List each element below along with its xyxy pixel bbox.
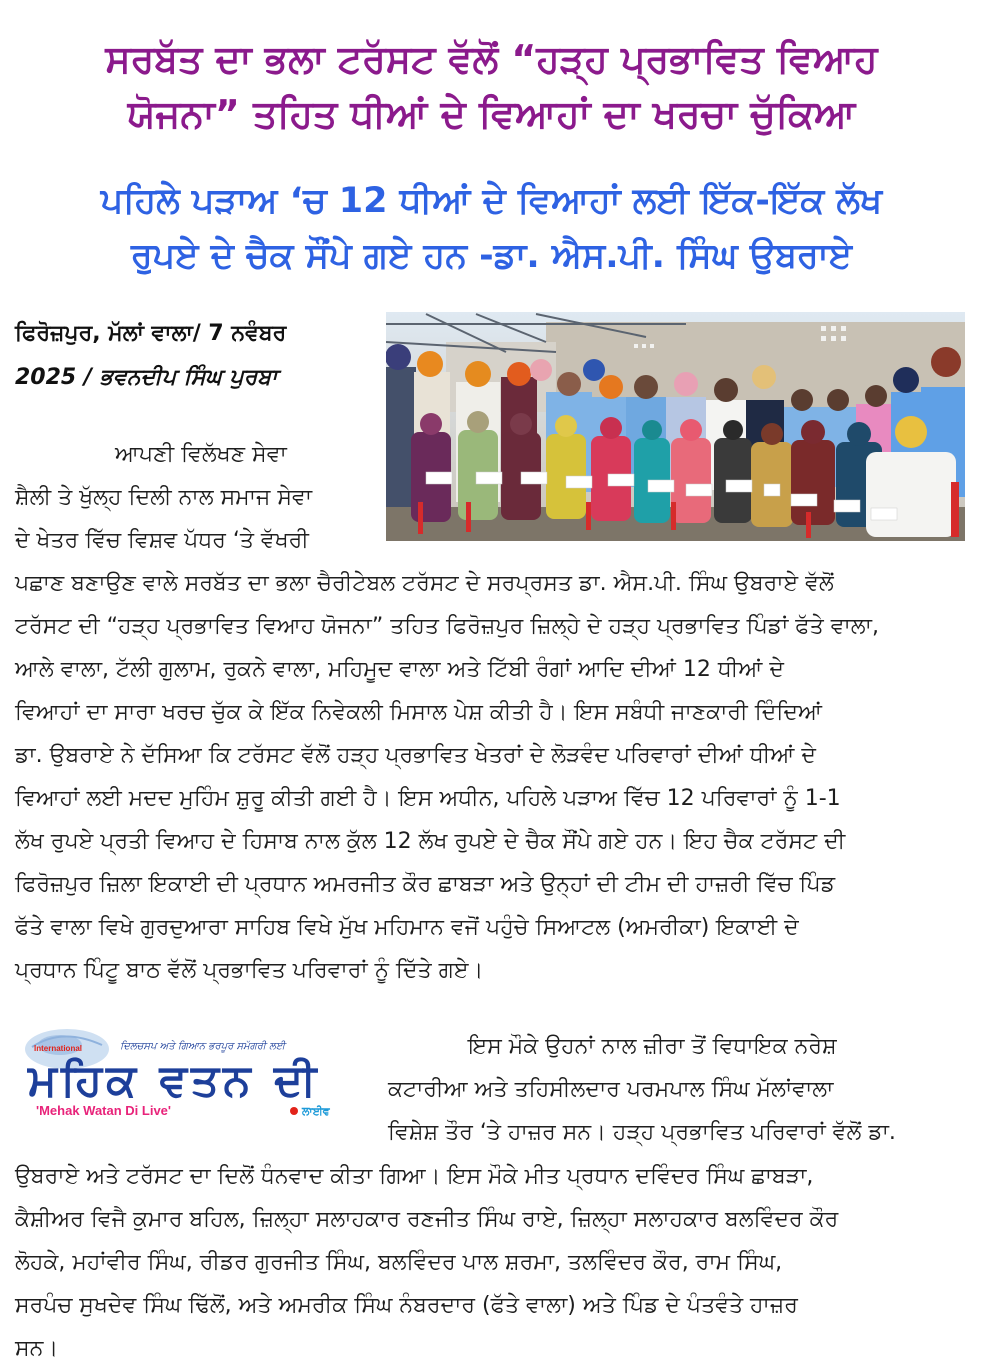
paragraph-1-side [15, 433, 375, 562]
dateline-line-2: 2025 / ਭਵਨਦੀਪ ਸਿੰਘ ਪੁਰਬਾ [15, 365, 278, 390]
paragraph-line: ਸਰਪੰਚ ਸੁਖਦੇਵ ਸਿੰਘ ਢਿੱਲੋਂ, ਅਤੇ ਅਮਰੀਕ ਸਿੰਘ ਨੰਬਰਦਾਰ (ਫੱਤੇ ਵਾਲਾ) ਅਤੇ ਪਿੰਡ ਦੇ ਪੰਤਵੰਤੇ ਹਾਜ਼ਰ [15, 1293, 798, 1318]
paragraph-line: ਇਸ ਮੌਕੇ ਉਹਨਾਂ ਨਾਲ ਜ਼ੀਰਾ ਤੋਂ ਵਿਧਾਇਕ ਨਰੇਸ਼ [468, 1034, 837, 1059]
dateline [15, 312, 375, 400]
paragraph-line: ਟਰੱਸਟ ਦੀ “ਹੜ੍ਹ ਪ੍ਰਭਾਵਿਤ ਵਿਆਹ ਯੋਜਨਾ” ਤਹਿਤ ਫਿਰੋਜ਼ਪੁਰ ਜ਼ਿਲ੍ਹੇ ਦੇ ਹੜ੍ਹ ਪ੍ਰਭਾਵਿਤ ਪਿੰਡਾਂ ਫੱਤੇ ਵਾਲਾ, [15, 614, 879, 639]
paragraph-line: ਪ੍ਰਧਾਨ ਪਿੰਟੂ ਬਾਠ ਵੱਲੋਂ ਪ੍ਰਭਾਵਿਤ ਪਰਿਵਾਰਾਂ ਨੂੰ ਦਿੱਤੇ ਗਏ। [15, 958, 484, 983]
paragraph-line: ਡਾ. ਉਬਰਾਏ ਨੇ ਦੱਸਿਆ ਕਿ ਟਰੱਸਟ ਵੱਲੋਂ ਹੜ੍ਹ ਪ੍ਰਭਾਵਿਤ ਖੇਤਰਾਂ ਦੇ ਲੋੜਵੰਦ ਪਰਿਵਾਰਾਂ ਦੀਆਂ ਧੀਆਂ ਦੇ [15, 743, 816, 768]
logo-live-label: ਲਾਈਵ [302, 1105, 330, 1118]
paragraph-line: ਸ਼ੈਲੀ ਤੇ ਖੁੱਲ੍ਹ ਦਿਲੀ ਨਾਲ ਸਮਾਜ ਸੇਵਾ [15, 485, 313, 510]
logo-tagline: ਦਿਲਚਸਪ ਅਤੇ ਗਿਆਨ ਭਰਪੂਰ ਸਮੱਗਰੀ ਲਈ [120, 1041, 286, 1052]
logo-subtitle: 'Mehak Watan Di Live' [36, 1103, 172, 1118]
dateline-line-1: ਫਿਰੋਜ਼ਪੁਰ, ਮੱਲਾਂ ਵਾਲਾ/ 7 ਨਵੰਬਰ [15, 321, 287, 346]
paragraph-line: ਫਿਰੋਜ਼ਪੁਰ ਜ਼ਿਲਾ ਇਕਾਈ ਦੀ ਪ੍ਰਧਾਨ ਅਮਰਜੀਤ ਕੌਰ ਛਾਬੜਾ ਅਤੇ ਉਨ੍ਹਾਂ ਦੀ ਟੀਮ ਦੀ ਹਾਜ਼ਰੀ ਵਿੱਚ ਪਿੰਡ [15, 872, 835, 897]
paragraph-line: ਫੱਤੇ ਵਾਲਾ ਵਿਖੇ ਗੁਰਦੁਆਰਾ ਸਾਹਿਬ ਵਿਖੇ ਮੁੱਖ ਮਹਿਮਾਨ ਵਜੋਂ ਪਹੁੰਚੇ ਸਿਆਟਲ (ਅਮਰੀਕਾ) ਇਕਾਈ ਦੇ [15, 915, 799, 940]
paragraph-line: ਸਨ। [15, 1336, 59, 1361]
paragraph-line: ਵਿਆਹਾਂ ਲਈ ਮਦਦ ਮੁਹਿੰਮ ਸ਼ੁਰੂ ਕੀਤੀ ਗਈ ਹੈ। ਇਸ ਅਧੀਨ, ਪਹਿਲੇ ਪੜਾਅ ਵਿੱਚ 12 ਪਰਿਵਾਰਾਂ ਨੂੰ 1-1 [15, 786, 841, 811]
article-subheadline [0, 174, 983, 284]
publisher-logo [22, 1027, 367, 1122]
paragraph-line: ਲੱਖ ਰੁਪਏ ਪ੍ਰਤੀ ਵਿਆਹ ਦੇ ਹਿਸਾਬ ਨਾਲ ਕੁੱਲ 12 ਲੱਖ ਰੁਪਏ ਦੇ ਚੈਕ ਸੌਂਪੇ ਗਏ ਹਨ। ਇਹ ਚੈਕ ਟਰੱਸਟ ਦੀ [15, 829, 846, 854]
group-photo [386, 312, 965, 541]
paragraph-1-body [15, 562, 975, 992]
paragraph-line: ਆਪਣੀ ਵਿਲੱਖਣ ਸੇਵਾ [115, 442, 287, 467]
live-dot-icon [290, 1107, 298, 1115]
paragraph-line: ਦੇ ਖੇਤਰ ਵਿੱਚ ਵਿਸ਼ਵ ਪੱਧਰ ‘ਤੇ ਵੱਖਰੀ [15, 528, 309, 553]
paragraph-line: ਉਬਰਾਏ ਅਤੇ ਟਰੱਸਟ ਦਾ ਦਿਲੋਂ ਧੰਨਵਾਦ ਕੀਤਾ ਗਿਆ। ਇਸ ਮੌਕੇ ਮੀਤ ਪ੍ਰਧਾਨ ਦਵਿੰਦਰ ਸਿੰਘ ਛਾਬੜਾ, [15, 1164, 814, 1189]
paragraph-2-body [15, 1155, 975, 1367]
paragraph-line: ਵਿਸ਼ੇਸ਼ ਤੌਰ ‘ਤੇ ਹਾਜ਼ਰ ਸਨ। ਹੜ੍ਹ ਪ੍ਰਭਾਵਿਤ ਪਰਿਵਾਰਾਂ ਵੱਲੋਂ ਡਾ. [388, 1120, 896, 1145]
paragraph-line: ਕੈਸ਼ੀਅਰ ਵਿਜੈ ਕੁਮਾਰ ਬਹਿਲ, ਜ਼ਿਲ੍ਹਾ ਸਲਾਹਕਾਰ ਰਣਜੀਤ ਸਿੰਘ ਰਾਏ, ਜ਼ਿਲ੍ਹਾ ਸਲਾਹਕਾਰ ਬਲਵਿੰਦਰ ਕੌਰ [15, 1207, 839, 1232]
paragraph-line: ਵਿਆਹਾਂ ਦਾ ਸਾਰਾ ਖਰਚ ਚੁੱਕ ਕੇ ਇੱਕ ਨਿਵੇਕਲੀ ਮਿਸਾਲ ਪੇਸ਼ ਕੀਤੀ ਹੈ। ਇਸ ਸਬੰਧੀ ਜਾਣਕਾਰੀ ਦਿੰਦਿਆਂ [15, 700, 822, 725]
headline-line-2: ਯੋਜਨਾ” ਤਹਿਤ ਧੀਆਂ ਦੇ ਵਿਆਹਾਂ ਦਾ ਖਰਚਾ ਚੁੱਕਿਆ [127, 92, 856, 136]
paragraph-line: ਪਛਾਣ ਬਣਾਉਣ ਵਾਲੇ ਸਰਬੱਤ ਦਾ ਭਲਾ ਚੈਰੀਟੇਬਲ ਟਰੱਸਟ ਦੇ ਸਰਪ੍ਰਸਤ ਡਾ. ਐਸ.ਪੀ. ਸਿੰਘ ਉਬਰਾਏ ਵੱਲੋਂ [15, 571, 834, 596]
group-photo-image [386, 312, 965, 541]
subheadline-line-1: ਪਹਿਲੇ ਪੜਾਅ ‘ਚ 12 ਧੀਆਂ ਦੇ ਵਿਆਹਾਂ ਲਈ ਇੱਕ-ਇੱਕ ਲੱਖ [100, 181, 883, 221]
article-headline [0, 32, 983, 142]
svg-text:International: International [34, 1044, 83, 1053]
paragraph-line: ਲੋਹਕੇ, ਮਹਾਂਵੀਰ ਸਿੰਘ, ਰੀਡਰ ਗੁਰਜੀਤ ਸਿੰਘ, ਬਲਵਿੰਦਰ ਪਾਲ ਸ਼ਰਮਾ, ਤਲਵਿੰਦਰ ਕੌਰ, ਰਾਮ ਸਿੰਘ, [15, 1250, 783, 1275]
headline-line-1: ਸਰਬੱਤ ਦਾ ਭਲਾ ਟਰੱਸਟ ਵੱਲੋਂ “ਹੜ੍ਹ ਪ੍ਰਭਾਵਿਤ ਵਿਆਹ [105, 37, 878, 81]
subheadline-line-2: ਰੁਪਏ ਦੇ ਚੈਕ ਸੌਂਪੇ ਗਏ ਹਨ -ਡਾ. ਐਸ.ਪੀ. ਸਿੰਘ ਉਬਰਾਏ [130, 236, 853, 276]
paragraph-line: ਆਲੇ ਵਾਲਾ, ਟੱਲੀ ਗੁਲਾਮ, ਰੁਕਨੇ ਵਾਲਾ, ਮਹਿਮੂਦ ਵਾਲਾ ਅਤੇ ਟਿੱਬੀ ਰੰਗਾਂ ਆਦਿ ਦੀਆਂ 12 ਧੀਆਂ ਦੇ [15, 657, 784, 682]
paragraph-2-side [388, 1025, 973, 1154]
paragraph-line: ਕਟਾਰੀਆ ਅਤੇ ਤਹਿਸੀਲਦਾਰ ਪਰਮਪਾਲ ਸਿੰਘ ਮੱਲਾਂਵਾਲਾ [388, 1077, 834, 1102]
logo-title: ਮਹਿਕ ਵਤਨ ਦੀ [28, 1055, 321, 1106]
